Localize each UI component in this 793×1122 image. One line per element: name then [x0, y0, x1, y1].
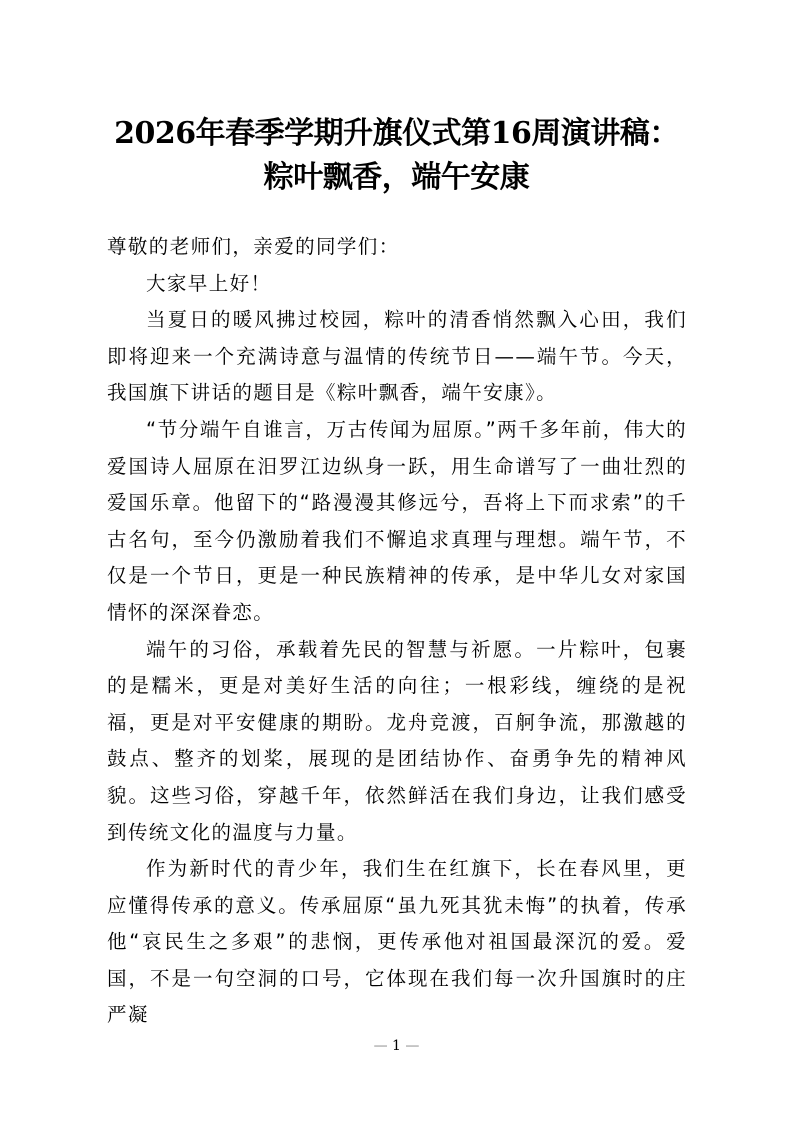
paragraph-quyuan: “节分端午自谁言，万古传闻为屈原。”两千多年前，伟大的爱国诗人屈原在汨罗江边纵身一跃，用生命谱写了一曲壮烈的爱国乐章。他留下的“路漫漫其修远兮，吾将上下而求索”的千古名句，至今仍激励着我们不懈追求真理与理想。端午节，不仅是一个节日，更是一种民族精神的传承，是中华儿女对家国情怀的深深眷恋。 — [107, 417, 687, 624]
title-line-1: 2026年春季学期升旗仪式第16周演讲稿： — [114, 116, 679, 151]
page-number-dash-left: — — [373, 1038, 388, 1054]
title-line-2: 粽叶飘香，端午安康 — [263, 160, 530, 195]
document-title — [60, 112, 733, 200]
salutation: 尊敬的老师们，亲爱的同学们： — [107, 235, 400, 258]
paragraph-intro: 当夏日的暖风拂过校园，粽叶的清香悄然飘入心田，我们即将迎来一个充满诗意与温情的传统节日——端午节。今天，我国旗下讲话的题目是《粽叶飘香，端午安康》。 — [107, 308, 687, 405]
document-body — [107, 229, 687, 1034]
page-number-dash-right: — — [405, 1038, 420, 1054]
page-number-footer — [0, 1038, 793, 1054]
paragraph-greeting: 大家早上好！ — [146, 271, 272, 295]
page-number: 1 — [392, 1038, 401, 1054]
paragraph-youth: 作为新时代的青少年，我们生在红旗下，长在春风里，更应懂得传承的意义。传承屈原“虽九死其犹未悔”的执着，传承他“哀民生之多艰”的悲悯，更传承他对祖国最深沉的爱。爱国，不是一句空洞的口号，它体现在我们每一次升国旗时的庄严凝 — [107, 857, 687, 1027]
paragraph-customs: 端午的习俗，承载着先民的智慧与祈愿。一片粽叶，包裹的是糯米，更是对美好生活的向往；一根彩线，缠绕的是祝福，更是对平安健康的期盼。龙舟竞渡，百舸争流，那激越的鼓点、整齐的划桨，展现的是团结协作、奋勇争先的精神风貌。这些习俗，穿越千年，依然鲜活在我们身边，让我们感受到传统文化的温度与力量。 — [107, 637, 687, 844]
